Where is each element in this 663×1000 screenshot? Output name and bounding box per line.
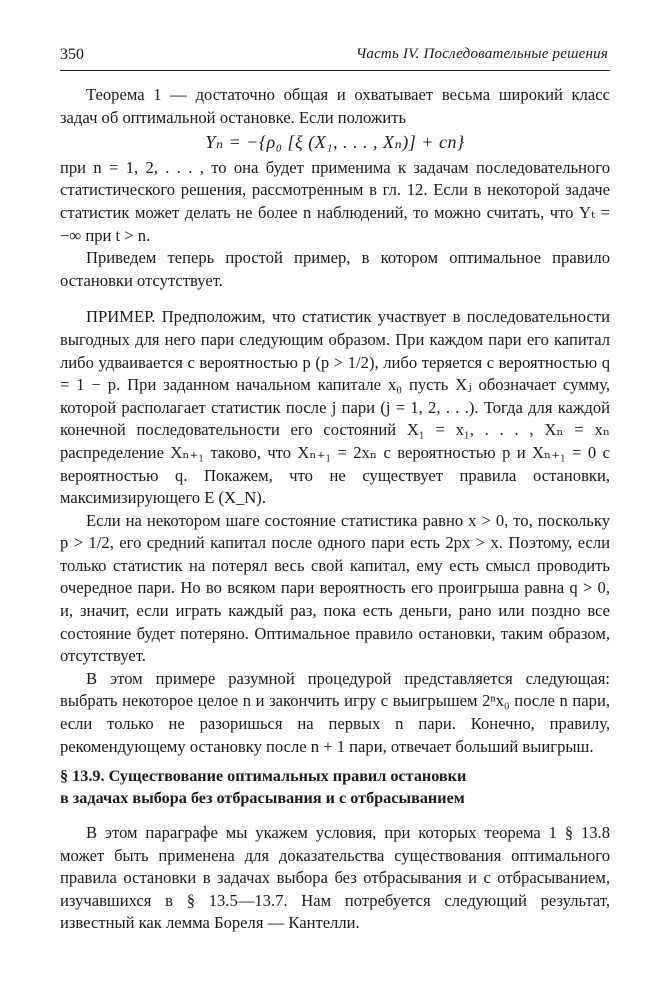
section-heading (60, 765, 610, 809)
paragraph-section-intro: В этом параграфе мы укажем условия, при которых теорема 1 § 13.8 может быть применена для доказательства существования оптимального правила остановки в задачах выбора без отбрасывания и с отбрасыванием, изучавшихся в § 13.5—13.7. Нам потребуется следующий результат, известный как лемма Бореля — Кантелли. (60, 823, 610, 933)
running-title: Часть IV. Последовательные решения (355, 46, 608, 62)
paragraph-simple-example-intro: Приведем теперь простой пример, в котором оптимальное правило остановки отсутствует. (60, 248, 610, 290)
running-head (60, 46, 610, 68)
paragraph-reasonable-procedure: В этом примере разумной процедурой представляется следующая: выбрать некоторое целое n и закончить игру с выигрышем 2ⁿx₀ после n пари, если только не разоришься на первых n пари. Конечно, правилу, рекомендующему остановку после n + 1 пари, отвечает больший выигрыш. (60, 668, 610, 756)
formula-y-n: Yₙ = −{ρ₀ [ξ (X₁, . . . , Xₙ)] + cn} (205, 132, 465, 153)
main-text-block (60, 84, 610, 758)
header-rule (60, 70, 610, 71)
paragraph-state-analysis: Если на некотором шаге состояние статистика равно x > 0, то, поскольку p > 1/2, его средний капитал после одного пари есть 2px > x. Поэтому, если только статистик на потерял весь свой капитал, ему есть смысл проводить очередное пари. Но во всяком пари вероятность его проигрыша равна q > 0, и, значит, если играть каждый раз, пока есть деньги, рано или поздно все состояние будет потеряно. Оптимальное правило остановки, таким образом, отсутствует. (60, 510, 610, 666)
section-text-block (60, 822, 610, 935)
paragraph-sequential-decision: при n = 1, 2, . . . , то она будет применима к задачам последовательного статистического решения, рассмотренным в гл. 12. Если в некоторой задаче статистик может делать не более n наблюдений, то можно считать, что Yₜ = −∞ при t > n. (60, 157, 610, 245)
page-number: 350 (60, 46, 84, 63)
paragraph-example: ПРИМЕР. Предположим, что статистик участвует в последовательности выгодных для него пари следующим образом. При каждом пари его капитал либо удваивается с вероятностью p (p > 1/2), либо теряется с вероятностью q = 1 − p. При заданном начальном капитале x₀ пусть Xⱼ обозначает сумму, которой располагает статистик после j пари (j = 1, 2, . . .). Тогда для каждой конечной последовательности его состояний X₁ = x₁, . . . , Xₙ = xₙ распределение Xₙ₊₁ таково, что Xₙ₊₁ = 2xₙ с вероятностью p и Xₙ₊₁ = 0 с вероятностью q. Покажем, что не существует правила остановки, максимизирующего E (X_N). (60, 307, 610, 508)
section-heading-line-1: § 13.9. Существование оптимальных правил остановки (60, 767, 467, 785)
section-heading-line-2: в задачах выбора без отбрасывания и с отбрасыванием (60, 789, 465, 807)
paragraph-theorem-remark: Теорема 1 — достаточно общая и охватывает весьма широкий класс задач об оптимальной остановке. Если положить (60, 85, 610, 127)
